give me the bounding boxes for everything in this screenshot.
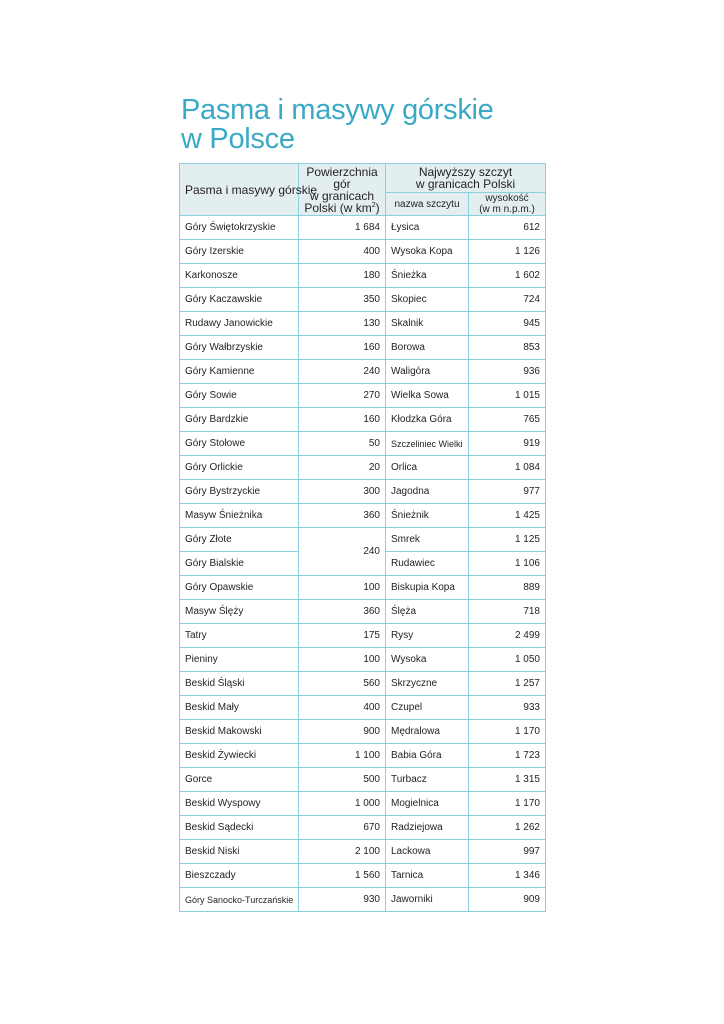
area-cell: 160 bbox=[299, 408, 386, 432]
range-cell: Tatry bbox=[180, 624, 299, 648]
peak-cell: Jaworniki bbox=[386, 888, 469, 912]
height-cell: 718 bbox=[469, 600, 546, 624]
table-row bbox=[180, 744, 546, 768]
peak-cell: Wysoka bbox=[386, 648, 469, 672]
area-cell: 900 bbox=[299, 720, 386, 744]
height-cell: 919 bbox=[469, 432, 546, 456]
range-cell: Bieszczady bbox=[180, 864, 299, 888]
range-cell: Karkonosze bbox=[180, 264, 299, 288]
peak-cell: Lackowa bbox=[386, 840, 469, 864]
height-cell: 2 499 bbox=[469, 624, 546, 648]
table-row bbox=[180, 576, 546, 600]
height-cell: 1 257 bbox=[469, 672, 546, 696]
area-cell: 360 bbox=[299, 504, 386, 528]
range-cell: Góry Kaczawskie bbox=[180, 288, 299, 312]
height-cell: 933 bbox=[469, 696, 546, 720]
area-cell: 240 bbox=[299, 528, 386, 576]
height-cell: 724 bbox=[469, 288, 546, 312]
range-cell: Góry Opawskie bbox=[180, 576, 299, 600]
table-header bbox=[180, 164, 546, 216]
table-row bbox=[180, 480, 546, 504]
table-row bbox=[180, 768, 546, 792]
area-cell: 400 bbox=[299, 696, 386, 720]
area-cell: 160 bbox=[299, 336, 386, 360]
range-cell: Beskid Wyspowy bbox=[180, 792, 299, 816]
height-cell: 1 050 bbox=[469, 648, 546, 672]
header-area-line-2: gór bbox=[333, 176, 351, 191]
table-row bbox=[180, 288, 546, 312]
height-cell: 997 bbox=[469, 840, 546, 864]
header-area-line-4: Polski (w $km^2$) bbox=[304, 200, 380, 215]
peak-cell: Waligóra bbox=[386, 360, 469, 384]
table-row bbox=[180, 264, 546, 288]
height-cell: 1 125 bbox=[469, 528, 546, 552]
height-cell: 1 126 bbox=[469, 240, 546, 264]
range-cell: Góry Bialskie bbox=[180, 552, 299, 576]
peak-cell: Śnieżka bbox=[386, 264, 469, 288]
table-row bbox=[180, 240, 546, 264]
range-cell: Beskid Sądecki bbox=[180, 816, 299, 840]
peak-cell: Szczeliniec Wielki bbox=[386, 432, 469, 456]
peak-cell: Jagodna bbox=[386, 480, 469, 504]
peak-cell: Ślęża bbox=[386, 600, 469, 624]
page-title-line-2: w Polsce bbox=[181, 123, 295, 155]
peak-cell: Wysoka Kopa bbox=[386, 240, 469, 264]
height-cell: 1 084 bbox=[469, 456, 546, 480]
table-row bbox=[180, 600, 546, 624]
table-row bbox=[180, 408, 546, 432]
peak-cell: Skopiec bbox=[386, 288, 469, 312]
header-peak-group-line-1: Najwyższy szczyt bbox=[418, 165, 513, 179]
area-cell: 240 bbox=[299, 360, 386, 384]
height-cell: 1 106 bbox=[469, 552, 546, 576]
area-cell: 50 bbox=[299, 432, 386, 456]
header-area bbox=[299, 164, 386, 216]
area-cell: 670 bbox=[299, 816, 386, 840]
area-cell: 130 bbox=[299, 312, 386, 336]
height-cell: 853 bbox=[469, 336, 546, 360]
range-cell: Beskid Mały bbox=[180, 696, 299, 720]
area-cell: 175 bbox=[299, 624, 386, 648]
table-row bbox=[180, 336, 546, 360]
range-cell: Masyw Śnieżnika bbox=[180, 504, 299, 528]
page-title-line-1: Pasma i masywy górskie bbox=[181, 94, 494, 126]
table-row bbox=[180, 312, 546, 336]
peak-cell: Tarnica bbox=[386, 864, 469, 888]
peak-cell: Orlica bbox=[386, 456, 469, 480]
peak-cell: Borowa bbox=[386, 336, 469, 360]
table-row bbox=[180, 840, 546, 864]
peak-cell: Rudawiec bbox=[386, 552, 469, 576]
range-cell: Góry Bystrzyckie bbox=[180, 480, 299, 504]
table-row bbox=[180, 504, 546, 528]
peak-cell: Biskupia Kopa bbox=[386, 576, 469, 600]
area-cell: 1 100 bbox=[299, 744, 386, 768]
header-area-line-1: Powierzchnia bbox=[306, 164, 378, 179]
height-cell: 889 bbox=[469, 576, 546, 600]
height-cell: 1 170 bbox=[469, 720, 546, 744]
range-cell: Góry Złote bbox=[180, 528, 299, 552]
height-cell: 1 602 bbox=[469, 264, 546, 288]
area-cell: 930 bbox=[299, 888, 386, 912]
header-peak-group bbox=[386, 164, 546, 193]
header-height-line-1: wysokość bbox=[485, 193, 529, 204]
peak-cell: Rysy bbox=[386, 624, 469, 648]
table-row bbox=[180, 696, 546, 720]
area-cell: 350 bbox=[299, 288, 386, 312]
table-row bbox=[180, 456, 546, 480]
range-cell: Góry Wałbrzyskie bbox=[180, 336, 299, 360]
area-cell: 1 560 bbox=[299, 864, 386, 888]
range-cell: Góry Izerskie bbox=[180, 240, 299, 264]
peak-cell: Kłodzka Góra bbox=[386, 408, 469, 432]
header-area-sup: 2 bbox=[371, 201, 376, 209]
height-cell: 1 170 bbox=[469, 792, 546, 816]
area-cell: 400 bbox=[299, 240, 386, 264]
peak-cell: Łysica bbox=[386, 216, 469, 240]
peak-cell: Turbacz bbox=[386, 768, 469, 792]
header-range: Pasma i masywy górskie bbox=[180, 164, 299, 216]
range-cell: Góry Sanocko-Turczańskie bbox=[180, 888, 299, 912]
peak-cell: Skalnik bbox=[386, 312, 469, 336]
range-cell: Pieniny bbox=[180, 648, 299, 672]
page-title bbox=[181, 96, 601, 154]
range-cell: Beskid Niski bbox=[180, 840, 299, 864]
range-cell: Góry Świętokrzyskie bbox=[180, 216, 299, 240]
area-cell: 2 100 bbox=[299, 840, 386, 864]
height-cell: 1 723 bbox=[469, 744, 546, 768]
range-cell: Góry Orlickie bbox=[180, 456, 299, 480]
header-height-line-2: (w m n.p.m.) bbox=[479, 204, 535, 215]
area-cell: 300 bbox=[299, 480, 386, 504]
range-cell: Rudawy Janowickie bbox=[180, 312, 299, 336]
table-row bbox=[180, 672, 546, 696]
peak-cell: Mędralowa bbox=[386, 720, 469, 744]
area-cell: 1 000 bbox=[299, 792, 386, 816]
area-cell: 1 684 bbox=[299, 216, 386, 240]
peak-cell: Mogielnica bbox=[386, 792, 469, 816]
header-peak-group-line-2: w granicach Polski bbox=[415, 177, 516, 191]
table-row bbox=[180, 384, 546, 408]
peak-cell: Radziejowa bbox=[386, 816, 469, 840]
height-cell: 909 bbox=[469, 888, 546, 912]
table-row bbox=[180, 720, 546, 744]
table-row bbox=[180, 624, 546, 648]
mountain-ranges-table bbox=[179, 163, 546, 912]
header-area-line-3: w granicach bbox=[309, 188, 375, 203]
height-cell: 1 425 bbox=[469, 504, 546, 528]
table-row bbox=[180, 528, 546, 552]
area-cell: 500 bbox=[299, 768, 386, 792]
range-cell: Gorce bbox=[180, 768, 299, 792]
area-cell: 360 bbox=[299, 600, 386, 624]
peak-cell: Smrek bbox=[386, 528, 469, 552]
peak-cell: Wielka Sowa bbox=[386, 384, 469, 408]
table-row bbox=[180, 888, 546, 912]
peak-cell: Czupel bbox=[386, 696, 469, 720]
range-cell: Masyw Ślęży bbox=[180, 600, 299, 624]
area-cell: 20 bbox=[299, 456, 386, 480]
table-row bbox=[180, 816, 546, 840]
range-cell: Beskid Żywiecki bbox=[180, 744, 299, 768]
height-cell: 977 bbox=[469, 480, 546, 504]
area-cell: 180 bbox=[299, 264, 386, 288]
range-cell: Góry Stołowe bbox=[180, 432, 299, 456]
table-row bbox=[180, 864, 546, 888]
area-cell: 560 bbox=[299, 672, 386, 696]
header-height bbox=[469, 193, 546, 216]
height-cell: 945 bbox=[469, 312, 546, 336]
table-body bbox=[180, 216, 546, 912]
height-cell: 1 015 bbox=[469, 384, 546, 408]
peak-cell: Skrzyczne bbox=[386, 672, 469, 696]
height-cell: 1 315 bbox=[469, 768, 546, 792]
height-cell: 765 bbox=[469, 408, 546, 432]
range-cell: Góry Kamienne bbox=[180, 360, 299, 384]
peak-cell: Babia Góra bbox=[386, 744, 469, 768]
range-cell: Góry Sowie bbox=[180, 384, 299, 408]
table-row bbox=[180, 432, 546, 456]
height-cell: 1 346 bbox=[469, 864, 546, 888]
area-cell: 270 bbox=[299, 384, 386, 408]
range-cell: Beskid Makowski bbox=[180, 720, 299, 744]
area-cell: 100 bbox=[299, 576, 386, 600]
table-row bbox=[180, 360, 546, 384]
range-cell: Góry Bardzkie bbox=[180, 408, 299, 432]
table-row bbox=[180, 792, 546, 816]
table-row bbox=[180, 648, 546, 672]
range-cell: Beskid Śląski bbox=[180, 672, 299, 696]
table-row bbox=[180, 216, 546, 240]
height-cell: 1 262 bbox=[469, 816, 546, 840]
height-cell: 936 bbox=[469, 360, 546, 384]
peak-cell: Śnieżnik bbox=[386, 504, 469, 528]
area-cell: 100 bbox=[299, 648, 386, 672]
height-cell: 612 bbox=[469, 216, 546, 240]
header-peak-name: nazwa szczytu bbox=[386, 193, 469, 216]
